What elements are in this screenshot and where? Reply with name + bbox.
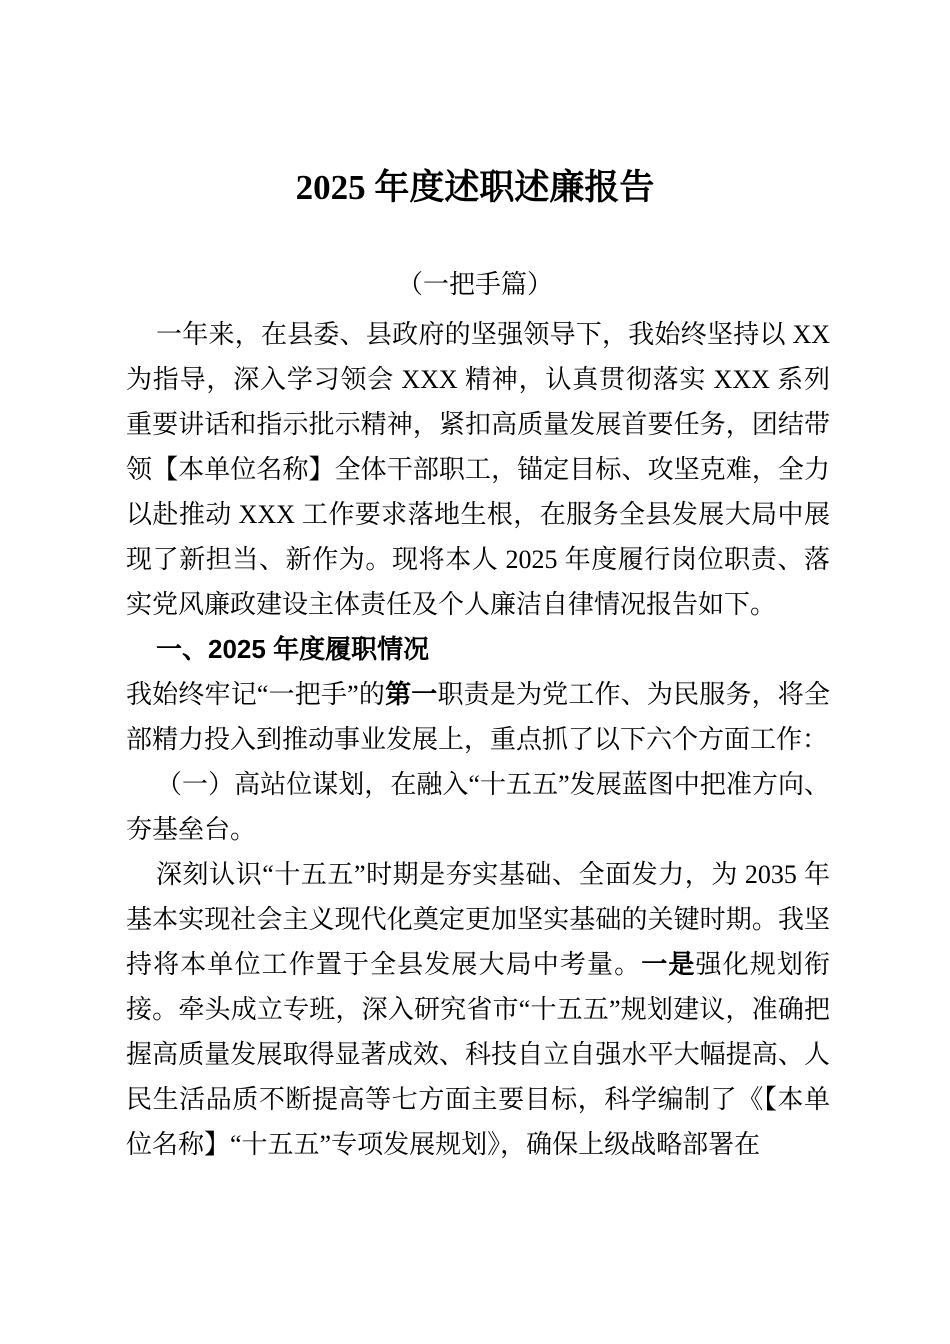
document-title: 2025 年度述职述廉报告 (295, 168, 655, 207)
bold-emphasis: 一、2025 年度履职情况 (156, 634, 430, 664)
text-segment: 一年来，在县委、县政府的坚强领导下，我始终坚持以 XX 为指导，深入学习领会 XXX 精神，认真贯彻落实 XXX 系列重要讲话和指示批示精神，紧扣高质量发展首要任务，团结带领【本单位名称】全体干部职工，锚定目标、攻坚克难，全力以赴推动 XXX 工作要求落地生根，在服务全县发展大局中展现了新担当、新作为。现将本人 2025 年度履行岗位职责、落实党风廉政建设主体责任及个人廉洁自律情况报告如下。 (126, 320, 830, 619)
paragraph-4 (126, 762, 830, 852)
paragraph-2 (126, 627, 830, 672)
paragraph-5 (126, 852, 830, 1167)
text-segment: 我始终牢记“一把手”的 (126, 680, 386, 709)
text-segment: （一）高站位谋划，在融入“十五五”发展蓝图中把准方向、夯基垒台。 (126, 770, 830, 844)
text-segment: 深刻认识“十五五”时期是夯实基础、全面发力，为 2035 年基本实现社会主义现代化奠定更加坚实基础的关键时期。我坚持将本单位工作置于全县发展大局中考量。 (126, 860, 830, 979)
document-body (126, 312, 830, 1167)
bold-emphasis: 第一 (385, 680, 438, 709)
document-subtitle: （一把手篇） (396, 270, 553, 299)
text-segment: 职责是为党工作、为民服务，将全部精力投入到推动事业发展上，重点抓了以下六个方面工作： (126, 680, 830, 754)
text-segment: 强化规划衔接。牵头成立专班，深入研究省市“十五五”规划建议，准确把握高质量发展取得显著成效、科技自立自强水平大幅提高、人民生活品质不断提高等七方面主要目标，科学编制了《【本单位名称】“十五五”专项发展规划》，确保上级战略部署在 (126, 950, 830, 1159)
paragraph-3 (126, 672, 830, 762)
paragraph-1 (126, 312, 830, 627)
bold-emphasis: 一是 (641, 950, 696, 979)
